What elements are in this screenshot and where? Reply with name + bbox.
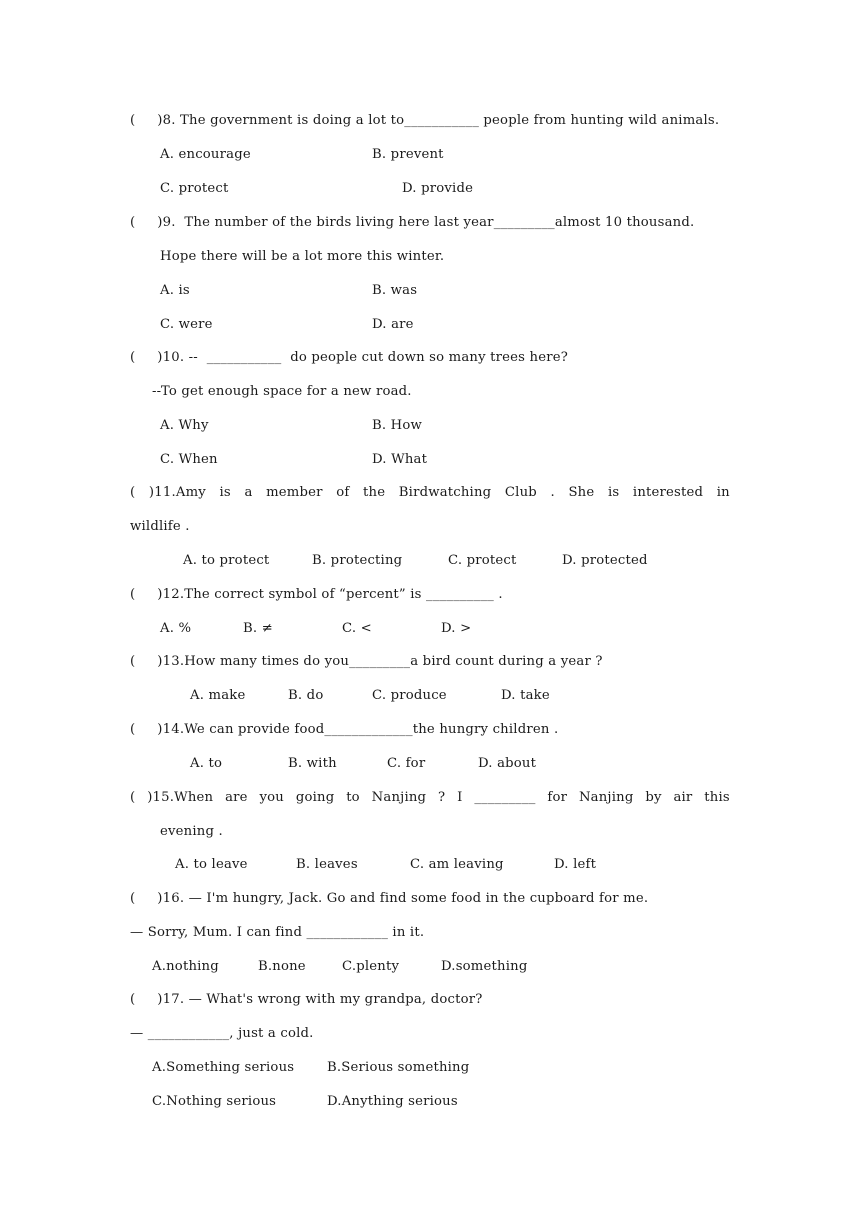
question-11-option-a: A. to protect [183, 553, 270, 568]
stem-word: is [219, 485, 231, 500]
stem-word: Nanjing [371, 790, 427, 805]
stem-word: air [673, 790, 693, 805]
question-10-stem: ( )10. -- ___________ do people cut down so many trees here? [130, 350, 569, 365]
stem-word: Nanjing [578, 790, 634, 805]
stem-word: this [704, 790, 730, 805]
stem-word: to [346, 790, 360, 805]
question-10-option-d: D. What [372, 452, 428, 467]
question-17-option-a: A.Something serious [152, 1060, 295, 1075]
question-17-reply: — ____________, just a cold. [130, 1026, 314, 1041]
stem-word: Club [504, 485, 537, 500]
stem-word: . [550, 485, 555, 500]
question-13-option-a: A. make [190, 688, 246, 703]
stem-word: Birdwatching [398, 485, 492, 500]
question-11-stem-continued: wildlife . [130, 519, 190, 534]
question-16-option-b: B.none [258, 959, 306, 974]
question-14-option-d: D. about [478, 756, 537, 771]
question-9-option-b: B. was [372, 283, 418, 298]
question-13-option-c: C. produce [372, 688, 447, 703]
stem-word: you [259, 790, 284, 805]
question-15-stem [130, 789, 730, 807]
question-10-option-c: C. When [160, 452, 218, 467]
question-10-answer-line: --To get enough space for a new road. [152, 384, 412, 399]
stem-word: )15.When [147, 790, 214, 805]
question-11-option-c: C. protect [448, 553, 517, 568]
stem-word: are [225, 790, 248, 805]
question-11-option-d: D. protected [562, 553, 648, 568]
stem-word: going [295, 790, 335, 805]
question-9-option-a: A. is [160, 283, 190, 298]
stem-word: a [244, 485, 253, 500]
stem-word: in [716, 485, 730, 500]
question-17-stem: ( )17. — What's wrong with my grandpa, doctor? [130, 992, 483, 1007]
question-16-option-c: C.plenty [342, 959, 400, 974]
question-11-option-b: B. protecting [312, 553, 403, 568]
question-8-option-d: D. provide [402, 181, 474, 196]
stem-word: _________ [474, 790, 536, 805]
question-15-option-b: B. leaves [296, 857, 358, 872]
stem-word: ( [130, 485, 136, 500]
stem-word: ? [438, 790, 446, 805]
question-13-option-d: D. take [501, 688, 550, 703]
question-13-option-b: B. do [288, 688, 324, 703]
question-16-option-d: D.something [441, 959, 528, 974]
question-12-option-a: A. % [160, 621, 192, 636]
question-13-stem: ( )13.How many times do you_________a bird count during a year ? [130, 654, 603, 669]
stem-word: is [607, 485, 620, 500]
stem-word: the [363, 485, 386, 500]
question-8-stem: ( )8. The government is doing a lot to___________ people from hunting wild animals. [130, 113, 720, 128]
question-8-option-c: C. protect [160, 181, 229, 196]
question-16-option-a: A.nothing [152, 959, 219, 974]
stem-word: I [457, 790, 463, 805]
question-15-option-a: A. to leave [175, 857, 248, 872]
question-14-option-c: C. for [387, 756, 426, 771]
question-15-option-d: D. left [554, 857, 597, 872]
question-14-option-a: A. to [190, 756, 223, 771]
question-17-option-b: B.Serious something [327, 1060, 470, 1075]
question-11-stem [130, 484, 730, 502]
question-9-stem-continued: Hope there will be a lot more this winter. [160, 249, 445, 264]
question-17-option-c: C.Nothing serious [152, 1094, 277, 1109]
question-15-option-c: C. am leaving [410, 857, 504, 872]
question-9-stem: ( )9. The number of the birds living here last year_________almost 10 thousand. [130, 215, 695, 230]
question-12-stem: ( )12.The correct symbol of “percent” is __________ . [130, 587, 503, 602]
stem-word: )11.Amy [148, 485, 206, 500]
question-16-stem: ( )16. — I'm hungry, Jack. Go and find some food in the cupboard for me. [130, 891, 649, 906]
question-17-option-d: D.Anything serious [327, 1094, 458, 1109]
question-15-stem-continued: evening . [160, 824, 223, 839]
question-8-option-b: B. prevent [372, 147, 444, 162]
question-14-option-b: B. with [288, 756, 337, 771]
stem-word: She [568, 485, 595, 500]
question-12-option-d: D. > [441, 621, 472, 636]
question-9-option-c: C. were [160, 317, 213, 332]
stem-word: interested [632, 485, 704, 500]
question-14-stem: ( )14.We can provide food_____________the hungry children . [130, 722, 559, 737]
question-10-option-b: B. How [372, 418, 423, 433]
stem-word: ( [130, 790, 136, 805]
stem-word: member [266, 485, 323, 500]
question-12-option-b: B. ≠ [243, 621, 273, 636]
question-12-option-c: C. < [342, 621, 372, 636]
question-10-option-a: A. Why [160, 418, 209, 433]
question-8-option-a: A. encourage [160, 147, 251, 162]
stem-word: of [336, 485, 350, 500]
question-16-reply: — Sorry, Mum. I can find ____________ in it. [130, 925, 425, 940]
stem-word: by [645, 790, 662, 805]
question-9-option-d: D. are [372, 317, 414, 332]
stem-word: for [547, 790, 568, 805]
